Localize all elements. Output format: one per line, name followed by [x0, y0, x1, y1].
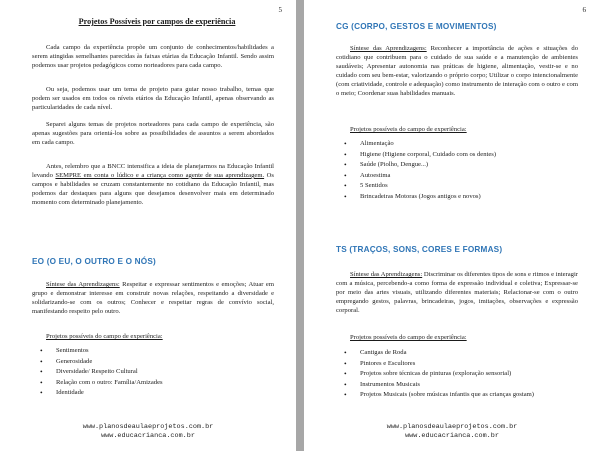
synthesis-label: Síntese das Aprendizagens: — [350, 271, 423, 278]
projects-label-text: Projetos possíveis do campo de experiência: — [350, 334, 467, 341]
synthesis-label: Síntese das Aprendizagens: — [350, 45, 427, 52]
paragraph-text: Cada campo da experiência propõe um conjunto de conhecimentos/habilidades a serem atingidas semelhantes parecidas às faixas etárias da Educação Infantil. Sendo assim podemos usar projetos pedagógicos como norteadores para cada campo. — [32, 44, 274, 69]
intro-paragraph-3 — [32, 121, 274, 148]
projects-label — [350, 126, 578, 135]
document-page-right — [304, 0, 600, 451]
projects-label-text: Projetos possíveis do campo de experiência: — [350, 126, 467, 133]
list-item: • Instrumentos Musicais — [344, 380, 580, 391]
section-heading-ts: TS (TRAÇOS, SONS, CORES E FORMAS) — [336, 245, 503, 254]
synthesis-paragraph — [32, 281, 274, 317]
underlined-emphasis: SEMPRE em conta o lúdico e a criança como agente de sua aprendizagem. — [55, 171, 265, 179]
list-item: • Identidade — [40, 388, 276, 399]
project-list — [344, 348, 580, 401]
synthesis-paragraph — [336, 271, 578, 316]
list-item: • Saúde (Piolho, Dengue...) — [344, 160, 580, 171]
list-item: • 5 Sentidos — [344, 181, 580, 192]
page-number: 5 — [278, 6, 282, 14]
list-item: • Relação com o outro: Família/Amizades — [40, 378, 276, 389]
list-item: • Autoestima — [344, 171, 580, 182]
synthesis-label: Síntese das Aprendizagens: — [46, 281, 120, 288]
paragraph-text: Separei alguns temas de projetos norteadores para cada campo de experiência, são apenas sugestões para orientá-los sobre as possibilidades de assuntos a serem abordados em cada campo. — [32, 121, 274, 146]
list-item: • Alimentação — [344, 139, 580, 150]
project-list — [344, 139, 580, 203]
footer-url: www.educacrianca.com.br — [405, 431, 499, 440]
paragraph-text: Antes, relembro que a BNCC intensifica a ideia de planejarmos na Educação Infantil levando — [32, 163, 274, 179]
list-item: • Projetos sobre técnicas de pinturas (exploração sensorial) — [344, 369, 580, 380]
paragraph-text: Os campos e habilidades se cruzam constantemente no cotidiano da Educação Infantil, mas podemos dar destaques para alguns que desejamos desenvolver mais em determinado momento com determinado planejamento. — [32, 171, 274, 206]
projects-label — [46, 333, 274, 342]
page-footer — [0, 423, 296, 440]
projects-label-text: Projetos possíveis do campo de experiência: — [46, 333, 163, 340]
section-heading-cg: CG (CORPO, GESTOS E MOVIMENTOS) — [336, 22, 497, 31]
page-title: Projetos Possíveis por campos de experiência — [78, 17, 236, 26]
synthesis-text: Reconhecer a importância de ações e situações do cotidiano que contribuem para o cuidado de sua saúde e a manutenção de ambientes saudáveis; Apresentar autonomia nas práticas de higiene, alimentação, vestir-se e no cuidado com seu bem-estar, valorizando o próprio corpo; Utilizar o corpo intencionalmente (com criatividade, controle e adequação) como instrumento de interação com o outro e com o meio; Coordenar suas habilidades manuais. — [336, 45, 579, 97]
list-item: • Cantigas de Roda — [344, 348, 580, 359]
synthesis-text: Respeitar e expressar sentimentos e emoções; Atuar em grupo e demonstrar interesse em construir novas relações, respeitando a diversidade e solidarizando-se com os outros; Conhecer e respeitar regras de convívio social, manifestando respeito pelo outro. — [32, 281, 274, 315]
footer-url: www.educacrianca.com.br — [101, 431, 195, 440]
footer-url: www.planosdeaulaeprojetos.com.br — [82, 423, 214, 431]
list-item: • Pintores e Escultores — [344, 359, 580, 370]
project-list — [40, 346, 276, 399]
list-item: • Brincadeiras Motoras (Jogos antigos e novos) — [344, 192, 580, 203]
list-item: • Higiene (Higiene corporal, Cuidado com os dentes) — [344, 150, 580, 161]
list-item: • Diversidade/ Respeito Cultural — [40, 367, 276, 378]
intro-paragraph-2 — [32, 86, 274, 113]
intro-paragraph-1 — [32, 44, 274, 71]
paragraph-text: Ou seja, podemos usar um tema de projeto para guiar nosso trabalho, temas que podem ser usados em todos os níveis etários da Educação Infantil, apenas observando as particularidades de cada nível. — [32, 86, 274, 111]
list-item: • Generosidade — [40, 357, 276, 368]
synthesis-text: Discriminar os diferentes tipos de sons e ritmos e interagir com a música, percebendo-a como forma de expressão individual e coletiva; Expressar-se por meio das artes visuais, utilizando diferentes materiais; Relacionar-se com o outro empregando gestos, palavras, brincadeiras, jogos, imitações, observações e expressão corporal. — [336, 271, 578, 314]
synthesis-paragraph — [336, 45, 578, 98]
page-footer — [304, 423, 600, 440]
list-item: • Projetos Musicais (sobre músicas infantis que as crianças gostam) — [344, 390, 580, 401]
footer-url: www.planosdeaulaeprojetos.com.br — [386, 423, 518, 431]
projects-label — [350, 334, 578, 343]
document-page-left — [0, 0, 296, 451]
list-item: • Sentimentos — [40, 346, 276, 357]
intro-paragraph-4 — [32, 163, 274, 208]
section-heading-eo: EO (O EU, O OUTRO E O NÓS) — [32, 257, 156, 266]
page-number: 6 — [582, 6, 586, 14]
